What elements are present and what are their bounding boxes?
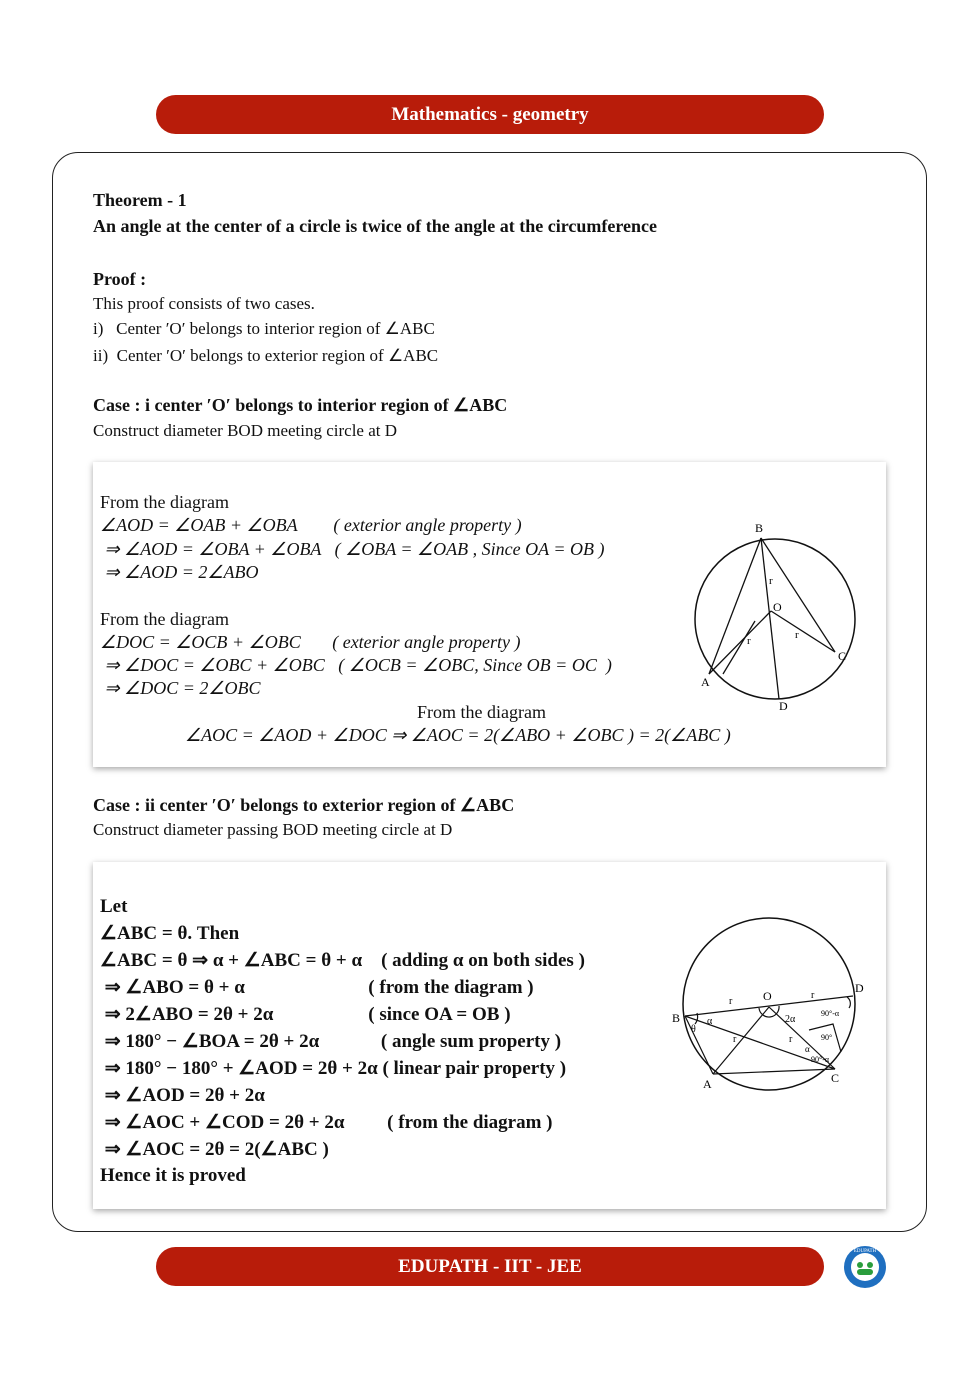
label-alpha: α: [805, 1044, 810, 1054]
label-a: A: [701, 675, 710, 689]
label-a: A: [703, 1077, 712, 1091]
case2-line: ⇒ ∠ABO = θ + α ( from the diagram ): [100, 977, 534, 998]
case1-center-label: From the diagram: [417, 702, 546, 722]
case1-line: From the diagram: [100, 492, 229, 512]
case1-line: ⇒ ∠DOC = ∠OBC + ∠OBC ( ∠OCB = ∠OBC, Since OB = OC ): [100, 655, 612, 675]
case2-heading: Case : ii center ′O′ belongs to exterior region of ∠ABC: [93, 795, 515, 815]
case2-line: ⇒ ∠AOC = 2θ = 2(∠ABC ): [100, 1139, 329, 1160]
case1-line: ∠AOD = ∠OAB + ∠OBA ( exterior angle property ): [100, 515, 522, 535]
case1-line: ⇒ ∠AOD = ∠OBA + ∠OBA ( ∠OBA = ∠OAB , Since OA = OB ): [100, 539, 605, 559]
header-banner: [156, 95, 824, 134]
label-alpha: α: [707, 1016, 713, 1027]
case1-proof-card: [93, 462, 886, 767]
case1-construct: Construct diameter BOD meeting circle at D: [93, 421, 398, 440]
case1-circle-diagram: [683, 514, 868, 714]
label-ninety-minus-alpha: 90°-α: [811, 1055, 830, 1064]
case2-line: ⇒ ∠AOD = 2θ + 2α: [100, 1085, 265, 1106]
theorem-statement: An angle at the center of a circle is twice of the angle at the circumference: [93, 216, 657, 236]
case2-line: ⇒ 180° − ∠BOA = 2θ + 2α ( angle sum property ): [100, 1031, 562, 1052]
edupath-logo-icon: [843, 1245, 887, 1289]
label-d: D: [779, 699, 788, 713]
proof-intro: This proof consists of two cases.: [93, 294, 315, 313]
footer-banner: [156, 1247, 824, 1286]
label-theta: θ: [691, 1024, 696, 1035]
case1-line: ∠DOC = ∠OCB + ∠OBC ( exterior angle property ): [100, 632, 521, 652]
label-ninety-minus-alpha: 90°-α: [821, 1009, 840, 1018]
label-ninety: 90°: [821, 1033, 833, 1042]
case2-line: Hence it is proved: [100, 1165, 246, 1186]
footer-title: EDUPATH - IIT - JEE: [398, 1256, 582, 1277]
label-r: r: [811, 990, 815, 1001]
label-r: r: [769, 575, 773, 587]
case2-line: ∠ABC = θ. Then: [100, 923, 240, 944]
case2-line: ∠ABC = θ ⇒ α + ∠ABC = θ + α ( adding α on both sides ): [100, 950, 585, 971]
case2-line: ⇒ ∠AOC + ∠COD = 2θ + 2α ( from the diagram ): [100, 1112, 553, 1133]
label-o: O: [773, 600, 782, 614]
proof-heading: Proof :: [93, 269, 147, 289]
label-r: r: [747, 635, 751, 647]
header-title: Mathematics - geometry: [391, 104, 589, 125]
case1-line: ⇒ ∠DOC = 2∠OBC: [100, 678, 261, 698]
logo-text: EDUPATH: [853, 1249, 877, 1254]
case2-proof-card: [93, 862, 886, 1209]
label-r: r: [733, 1034, 737, 1045]
label-r: r: [795, 629, 799, 641]
label-b: B: [755, 521, 764, 535]
label-o: O: [763, 989, 772, 1003]
case1-heading: Case : i center ′O′ belongs to interior region of ∠ABC: [93, 395, 508, 415]
case2-line: Let: [100, 896, 128, 917]
label-r: r: [789, 1034, 793, 1045]
label-c: C: [838, 649, 847, 663]
case-list-item-2: ii) Center ′O′ belongs to exterior region of ∠ABC: [93, 346, 439, 365]
label-b: B: [672, 1011, 681, 1025]
label-c: C: [831, 1071, 840, 1085]
case2-line: ⇒ 180° − 180° + ∠AOD = 2θ + 2α ( linear pair property ): [100, 1058, 567, 1079]
label-r: r: [729, 996, 733, 1007]
label-d: D: [855, 981, 864, 995]
theorem-heading: Theorem - 1: [93, 190, 187, 210]
case2-circle-diagram: [671, 912, 876, 1097]
case2-line: ⇒ 2∠ABO = 2θ + 2α ( since OA = OB ): [100, 1004, 511, 1025]
case2-construct: Construct diameter passing BOD meeting circle at D: [93, 820, 453, 839]
case1-line: From the diagram: [100, 609, 229, 629]
case1-center-equation: ∠AOC = ∠AOD + ∠DOC ⇒ ∠AOC = 2(∠ABO + ∠OBC ) = 2(∠ABC ): [185, 725, 731, 745]
case1-line: ⇒ ∠AOD = 2∠ABO: [100, 562, 259, 582]
case-list-item-1: i) Center ′O′ belongs to interior region of ∠ABC: [93, 319, 435, 338]
label-two-alpha: 2α: [785, 1014, 796, 1025]
